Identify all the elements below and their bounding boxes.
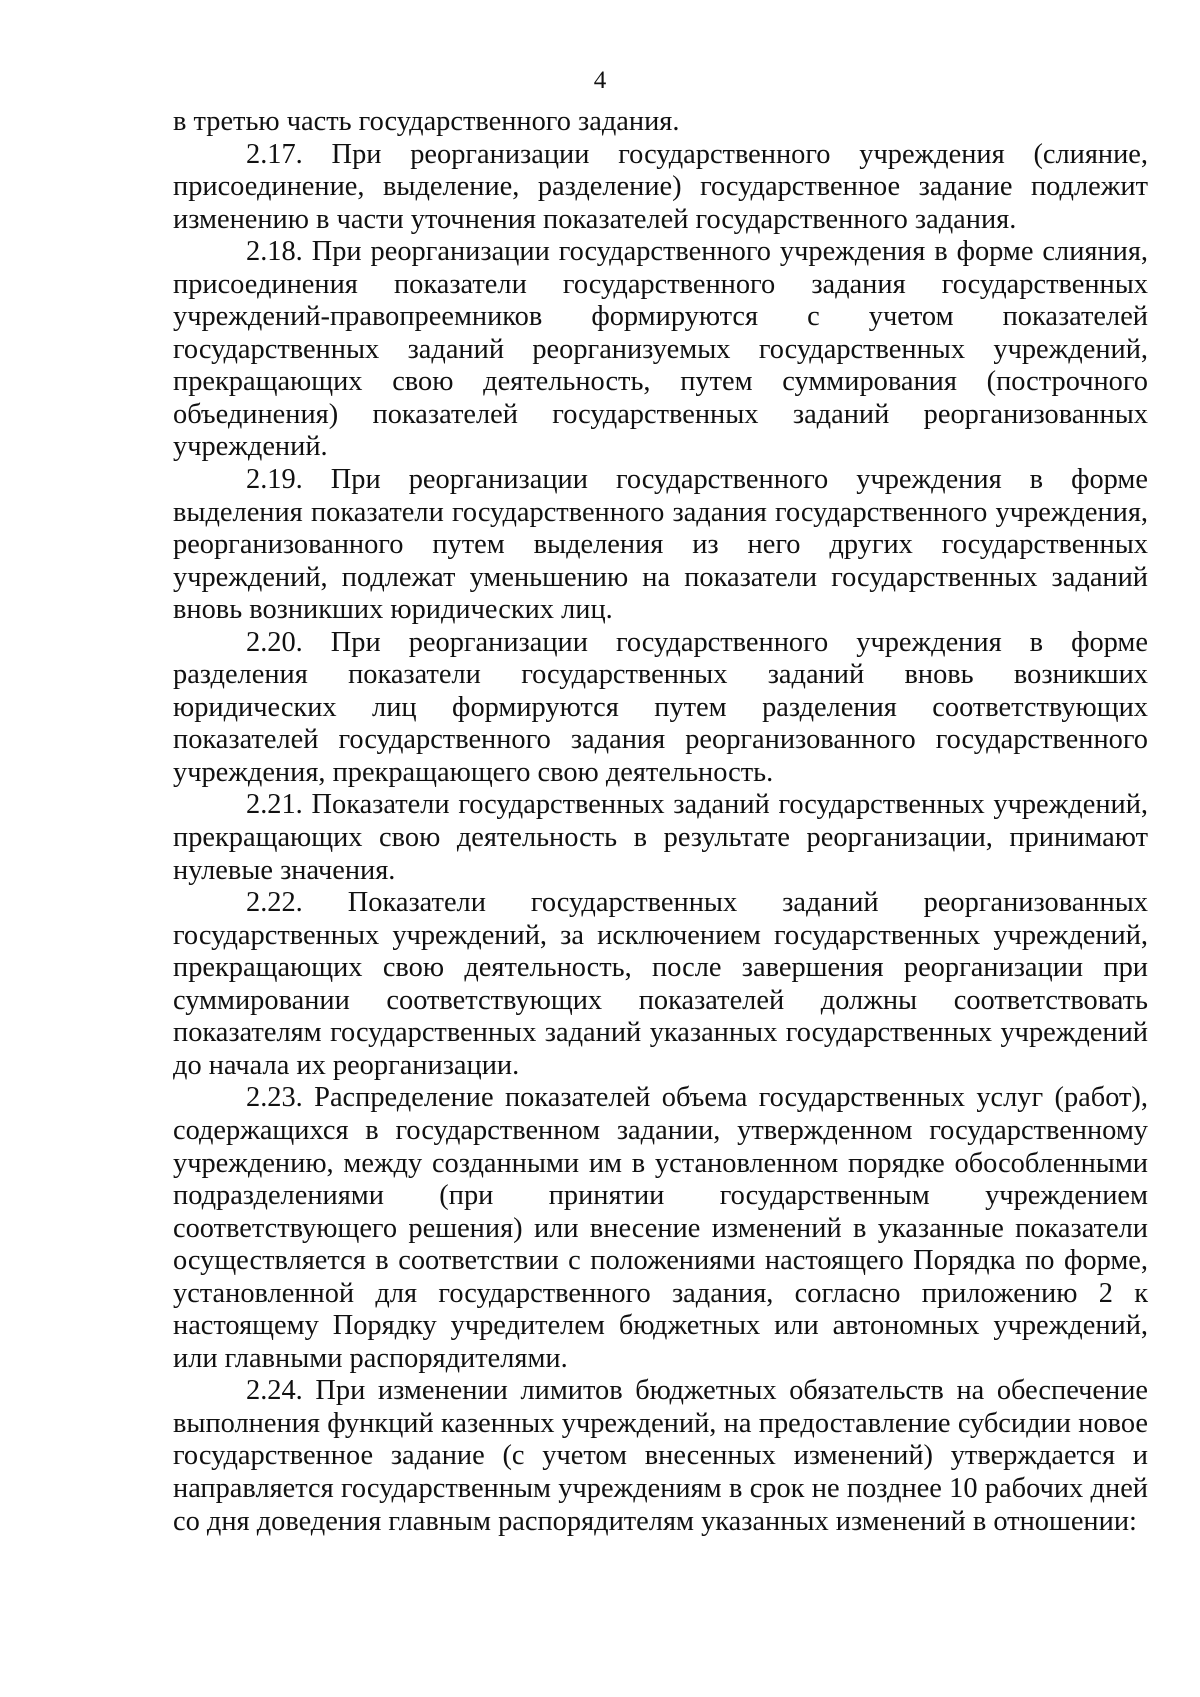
paragraph-2-18: 2.18. При реорганизации государственного учреждения в форме слияния, присоединения показатели государственного задания государственных учреждений-правопреемников формируются с учетом показателей государственных заданий реорганизуемых государственных учреждений, прекращающих свою деятельность, путем суммирования (построчного объединения) показателей государственных заданий реорганизованных учреждений. [173,236,1148,463]
paragraph-2-20: 2.20. При реорганизации государственного учреждения в форме разделения показатели государственных заданий вновь возникших юридических лиц формируются путем разделения соответствующих показателей государственного задания реорганизованного государственного учреждения, прекращающего свою деятельность. [173,626,1148,788]
paragraph-2-24: 2.24. При изменении лимитов бюджетных обязательств на обеспечение выполнения функций казенных учреждений, на предоставление субсидии новое государственное задание (с учетом внесенных изменений) утверждается и направляется государственным учреждениям в срок не позднее 10 рабочих дней со дня доведения главным распорядителям указанных изменений в отношении: [173,1375,1148,1537]
paragraph-2-23: 2.23. Распределение показателей объема государственных услуг (работ), содержащихся в государственном задании, утвержденном государственному учреждению, между созданными им в установленном порядке обособленными подразделениями (при принятии государственным учреждением соответствующего решения) или внесение изменений в указанные показатели осуществляется в соответствии с положениями настоящего Порядка по форме, установленной для государственного задания, согласно приложению 2 к настоящему Порядку учредителем бюджетных или автономных учреждений, или главными распорядителями. [173,1082,1148,1374]
page-number: 4 [593,67,607,94]
paragraph-2-19: 2.19. При реорганизации государственного учреждения в форме выделения показатели государственного задания государственного учреждения, реорганизованного путем выделения из него других государственных учреждений, подлежат уменьшению на показатели государственных заданий вновь возникших юридических лиц. [173,464,1148,626]
document-body [173,106,1148,1538]
paragraph-2-22: 2.22. Показатели государственных заданий реорганизованных государственных учреждений, за исключением государственных учреждений, прекращающих свою деятельность, после завершения реорганизации при суммировании соответствующих показателей должны соответствовать показателям государственных заданий указанных государственных учреждений до начала их реорганизации. [173,887,1148,1081]
paragraph-continuation: в третью часть государственного задания. [173,106,680,137]
paragraph-2-17: 2.17. При реорганизации государственного учреждения (слияние, присоединение, выделение, разделение) государственное задание подлежит изменению в части уточнения показателей государственного задания. [173,138,1148,235]
paragraph-2-21: 2.21. Показатели государственных заданий государственных учреждений, прекращающих свою деятельность в результате реорганизации, принимают нулевые значения. [173,789,1148,886]
